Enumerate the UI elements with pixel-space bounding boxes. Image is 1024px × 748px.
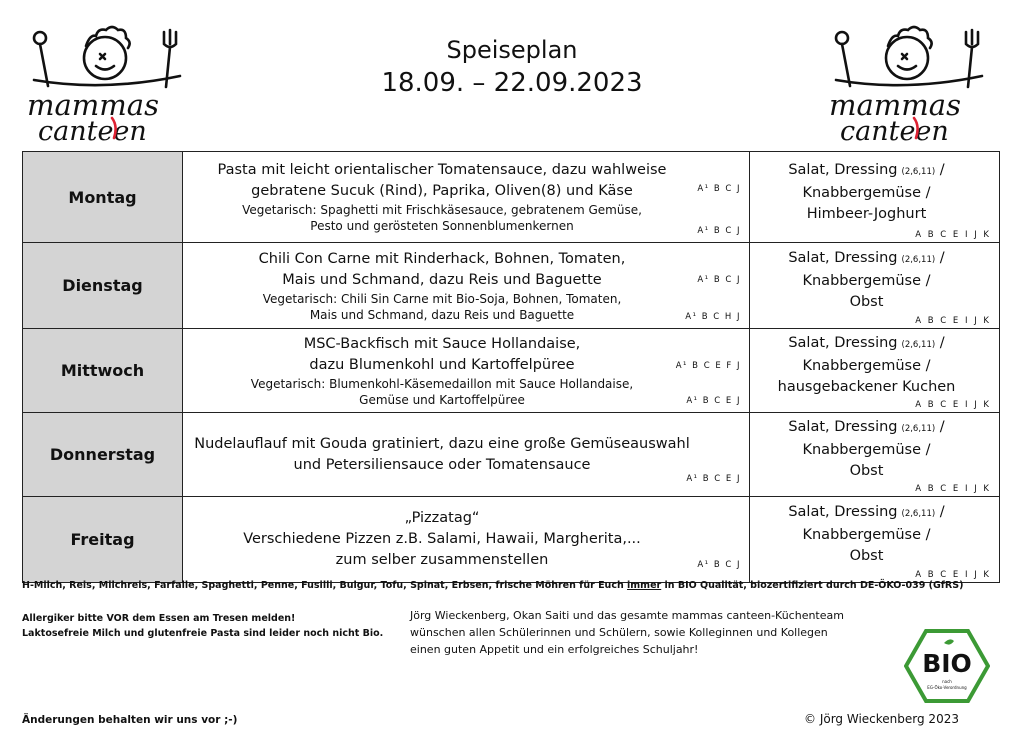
day-name: Dienstag	[23, 243, 183, 329]
svg-text:EG-Öko-Verordnung: EG-Öko-Verordnung	[927, 685, 967, 690]
main-dish-line: MSC-Backfisch mit Sauce Hollandaise,	[303, 335, 581, 352]
mammas-canteen-logo	[822, 14, 992, 144]
menu-row-freitag	[23, 497, 1000, 583]
bio-text-after: in BIO Qualität, biozertifiziert durch DE-ÖKO-039 (GfRS)	[661, 580, 964, 591]
main-allergen-codes: A¹ B C E J	[686, 474, 741, 484]
thanks-line: einen guten Appetit und ein erfolgreiches Schuljahr!	[410, 643, 699, 656]
dressing-codes: (2,6,11)	[901, 340, 936, 350]
allergy-line: Allergiker bitte VOR dem Essen am Tresen melden!	[22, 613, 296, 624]
side-line: hausgebackener Kuchen	[777, 379, 956, 395]
svg-text:mammas: mammas	[829, 88, 961, 122]
side-salad: Salat, Dressing	[788, 335, 898, 351]
lactose-line: Laktosefreie Milch und glutenfreie Pasta sind leider noch nicht Bio.	[22, 628, 384, 639]
side-line: Knabbergemüse /	[802, 527, 931, 543]
bio-text-before: H-Milch, Reis, Milchreis, Farfalle, Spaghetti, Penne, Fusilli, Bulgur, Tofu, Spinat, Erbsen, frische Möhren für Euch	[22, 580, 628, 591]
side-allergen-codes: A B C E I J K	[915, 316, 991, 326]
veg-allergen-codes: A¹ B C H J	[685, 312, 741, 322]
side-salad: Salat, Dressing	[788, 250, 898, 266]
vegetarian-line: Mais und Schmand, dazu Reis und Baguette	[309, 307, 575, 322]
side-line: Obst	[849, 294, 884, 310]
main-dish-line: und Petersiliensauce oder Tomatensauce	[293, 456, 591, 473]
menu-row-montag	[23, 152, 1000, 243]
vegetarian-line: Vegetarisch: Spaghetti mit Frischkäsesauce, gebratenem Gemüse,	[242, 203, 642, 217]
side-salad: Salat, Dressing	[788, 419, 898, 435]
day-name: Donnerstag	[23, 413, 183, 497]
main-dish-line: gebratene Sucuk (Rind), Paprika, Oliven(8) und Käse	[251, 183, 633, 199]
menu-row-dienstag	[23, 243, 1000, 329]
side-cell	[750, 497, 1000, 583]
thanks-line: Jörg Wieckenberg, Okan Saiti und das gesamte mammas canteen-Küchenteam	[410, 609, 844, 622]
vegetarian-line: Pesto und gerösteten Sonnenblumenkernen	[310, 219, 574, 233]
thanks-message	[410, 607, 844, 658]
menu-table	[22, 151, 1000, 583]
side-line: Knabbergemüse /	[802, 442, 931, 458]
side-allergen-codes: A B C E I J K	[915, 570, 991, 580]
svg-text:nach: nach	[942, 679, 952, 684]
main-dish-line: Mais und Schmand, dazu Reis und Baguette	[282, 271, 602, 288]
main-dish-line: dazu Blumenkohl und Kartoffelpüree	[309, 356, 575, 373]
date-range: 18.09. – 22.09.2023	[381, 68, 643, 98]
side-cell	[750, 152, 1000, 243]
meal-cell	[183, 152, 750, 243]
changes-note: Änderungen behalten wir uns vor ;-)	[22, 714, 238, 726]
allergy-notice	[22, 611, 383, 641]
day-name: Freitag	[23, 497, 183, 583]
side-cell	[750, 413, 1000, 497]
title-text: Speiseplan	[446, 36, 578, 64]
side-line: Obst	[849, 548, 884, 564]
side-line: Knabbergemüse /	[802, 358, 931, 374]
vegetarian-line: Gemüse und Kartoffelpüree	[359, 392, 525, 407]
side-line	[760, 333, 973, 356]
veg-allergen-codes: A¹ B C E J	[686, 396, 741, 406]
side-allergen-codes: A B C E I J K	[915, 230, 991, 240]
bio-text-underlined: immer	[627, 580, 662, 591]
meal-cell	[183, 497, 750, 583]
side-line: Knabbergemüse /	[802, 273, 931, 289]
page-title	[312, 34, 712, 100]
logo-right	[822, 14, 992, 144]
meal-cell	[183, 329, 750, 413]
day-name: Mittwoch	[23, 329, 183, 413]
main-allergen-codes: A¹ B C J	[697, 560, 741, 570]
side-line	[760, 160, 973, 183]
vegetarian-line: Vegetarisch: Chili Sin Carne mit Bio-Soja, Bohnen, Tomaten,	[262, 291, 622, 306]
side-line	[760, 502, 973, 525]
side-allergen-codes: A B C E I J K	[915, 484, 991, 494]
side-salad: Salat, Dressing	[788, 161, 898, 178]
main-dish-line: zum selber zusammenstellen	[335, 552, 549, 568]
copyright: © Jörg Wieckenberg 2023	[804, 712, 959, 726]
bio-hexagon-icon	[904, 628, 990, 704]
main-allergen-codes: A¹ B C J	[697, 275, 741, 285]
svg-text:BIO: BIO	[922, 649, 972, 678]
thanks-line: wünschen allen Schülerinnen und Schülern, sowie Kolleginnen und Kollegen	[410, 626, 828, 639]
dressing-codes: (2,6,11)	[901, 424, 936, 434]
vegetarian-line: Vegetarisch: Blumenkohl-Käsemedaillon mit Sauce Hollandaise,	[250, 376, 634, 391]
separator: /	[935, 161, 945, 178]
main-dish-line: „Pizzatag“	[404, 510, 480, 526]
svg-text:canteen: canteen	[38, 116, 147, 144]
menu-row-mittwoch	[23, 329, 1000, 413]
bio-seal-logo	[904, 628, 990, 704]
side-line	[760, 248, 973, 271]
side-cell	[750, 329, 1000, 413]
dressing-codes: (2,6,11)	[901, 509, 936, 519]
separator: /	[935, 250, 945, 266]
veg-allergen-codes: A¹ B C J	[697, 226, 741, 236]
side-line: Knabbergemüse /	[802, 184, 931, 201]
svg-text:mammas: mammas	[27, 88, 159, 122]
meal-cell	[183, 243, 750, 329]
day-name: Montag	[23, 152, 183, 243]
dressing-codes: (2,6,11)	[901, 166, 936, 177]
side-allergen-codes: A B C E I J K	[915, 400, 991, 410]
side-salad: Salat, Dressing	[788, 504, 898, 520]
side-line	[760, 417, 973, 440]
main-dish-line: Verschiedene Pizzen z.B. Salami, Hawaii, Margherita,...	[243, 531, 641, 547]
mammas-canteen-logo	[20, 14, 190, 144]
bio-notice	[22, 580, 1002, 591]
main-dish-line: Pasta mit leicht orientalischer Tomatensauce, dazu wahlweise	[217, 162, 667, 178]
menu-row-donnerstag	[23, 413, 1000, 497]
logo-left	[20, 14, 190, 144]
main-dish-line: Nudelauflauf mit Gouda gratiniert, dazu eine große Gemüseauswahl	[194, 435, 690, 452]
separator: /	[935, 504, 945, 520]
side-line: Himbeer-Joghurt	[806, 205, 927, 222]
main-dish-line: Chili Con Carne mit Rinderhack, Bohnen, Tomaten,	[258, 250, 626, 267]
dressing-codes: (2,6,11)	[901, 255, 936, 265]
separator: /	[935, 419, 945, 435]
meal-cell	[183, 413, 750, 497]
main-allergen-codes: A¹ B C J	[697, 184, 741, 194]
separator: /	[935, 335, 945, 351]
main-allergen-codes: A¹ B C E F J	[675, 361, 741, 371]
svg-text:canteen: canteen	[840, 116, 949, 144]
side-cell	[750, 243, 1000, 329]
side-line: Obst	[849, 463, 884, 479]
